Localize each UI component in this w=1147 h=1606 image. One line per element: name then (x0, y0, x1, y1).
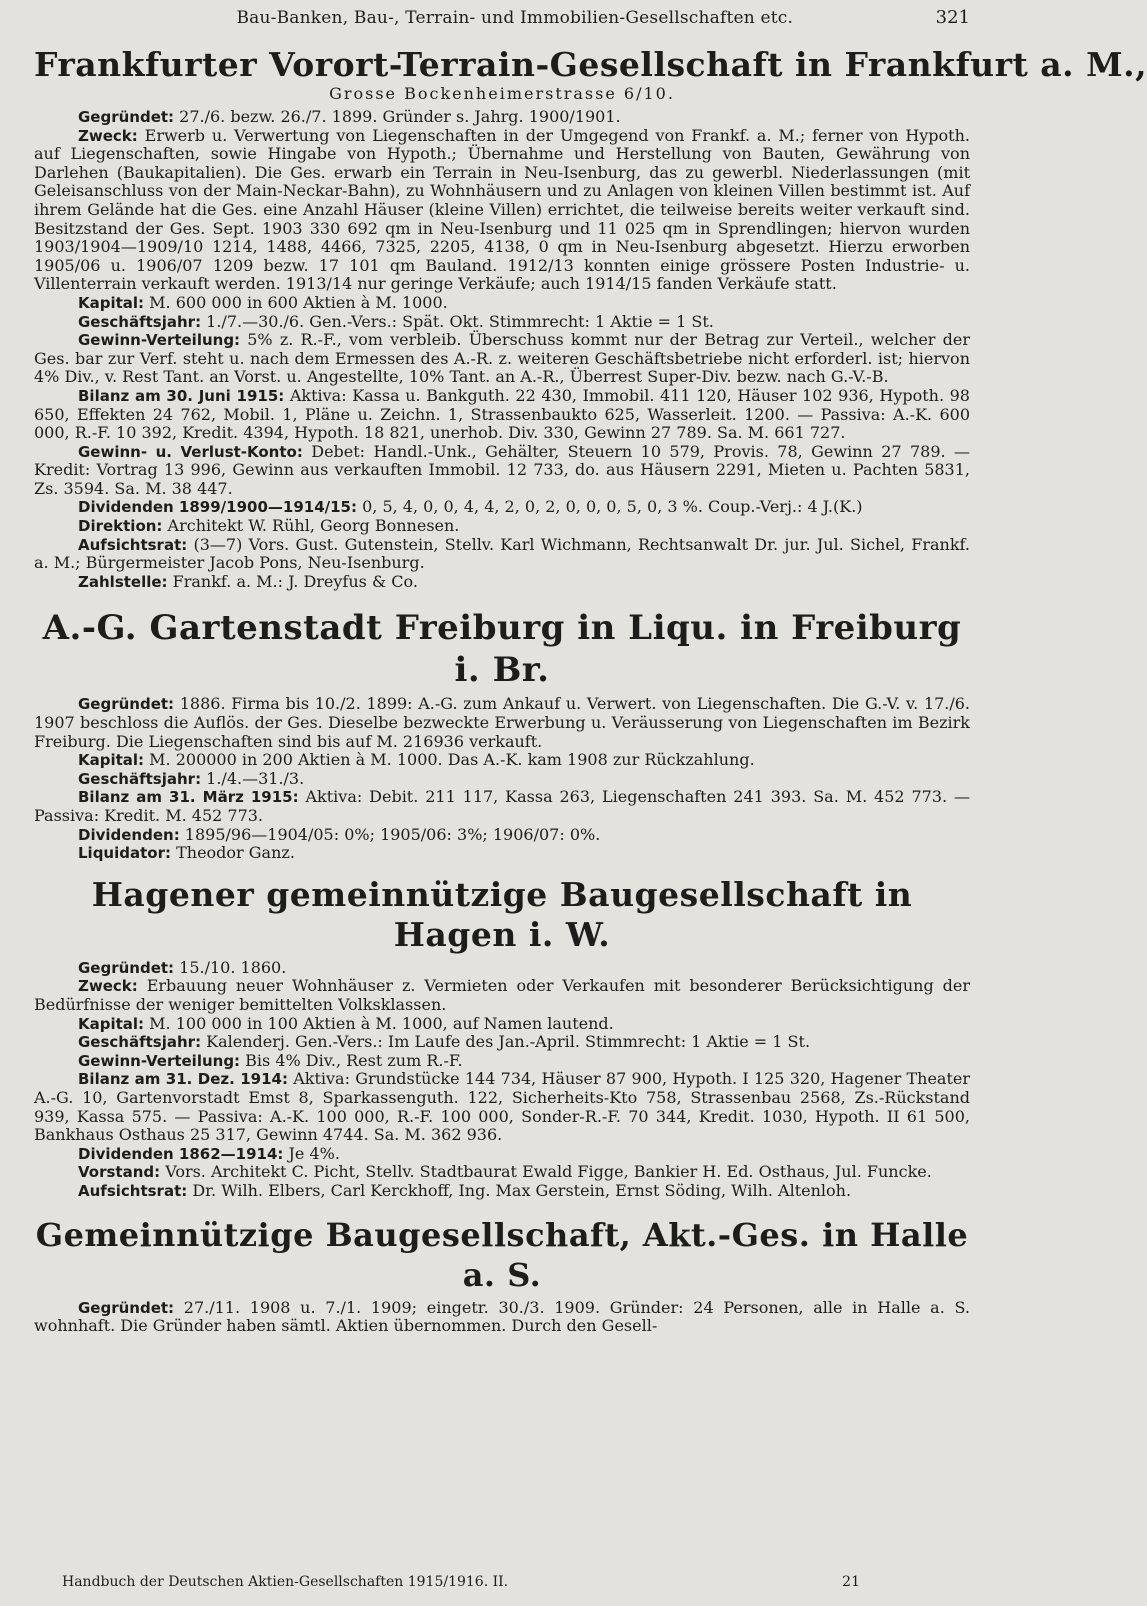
paragraph-bilanz: Bilanz am 31. Dez. 1914: Aktiva: Grundstücke 144 734, Häuser 87 900, Hypoth. I 125 320, Hagener Theater A.-G. 10, Gartenvorstadt Emst 8, Sparkassenguth. 122, Sicherheits-Kto 758, Strassenbau 2568, Zs.-Rückstand 939, Kassa 575. — Passiva: A.-K. 100 000, R.-F. 100 000, Sonder-R.-F. 70 344, Kredit. 1030, Hypoth. II 61 500, Bankhaus Osthaus 25 317, Gewinn 4744. Sa. M. 362 936. (34, 1069, 970, 1145)
paragraph-gegruendet: Gegründet: 27./6. bezw. 26./7. 1899. Gründer s. Jahrg. 1900/1901. (78, 107, 621, 126)
paragraph-liquidator: Liquidator: Theodor Ganz. (78, 843, 295, 863)
entry-hagener-baugesellschaft (34, 875, 970, 1201)
paragraph-dividenden: Dividenden 1862—1914: Je 4%. (78, 1143, 340, 1163)
paragraph-bilanz: Bilanz am 30. Juni 1915: Aktiva: Kassa u. Bankguth. 22 430, Immobil. 411 120, Häuser 102 936, Hypoth. 98 650, Effekten 24 762, Mobil. 1, Pläne u. Zeichn. 1, Strassenbaukto 625, Wasserleit. 1200. — Passiva: A.-K. 600 000, R.-F. 10 392, Kredit. 4394, Hypoth. 18 821, unerhob. Div. 330, Gewinn 27 789. Sa. M. 661 727. (34, 385, 970, 443)
paragraph-kapital: Kapital: M. 600 000 in 600 Aktien à M. 1000. (78, 292, 448, 312)
entry-address: Grosse Bockenheimerstrasse 6/10. (329, 84, 675, 103)
paragraph-gegruendet: Gegründet: 27./11. 1908 u. 7./1. 1909; eingetr. 30./3. 1909. Gründer: 24 Personen, alle in Halle a. S. wohnhaft. Die Gründer haben sämtl. Aktien übernommen. Durch den Gesell- (34, 1297, 970, 1336)
entry-body (34, 959, 970, 1201)
paragraph-geschaeftsjahr: Geschäftsjahr: Kalenderj. Gen.-Vers.: Im Laufe des Jan.-April. Stimmrecht: 1 Aktie = 1 St. (78, 1032, 811, 1052)
paragraph-geschaeftsjahr: Geschäftsjahr: 1./4.—31./3. (78, 768, 305, 788)
paragraph-zweck: Zweck: Erbauung neuer Wohnhäuser z. Vermieten oder Verkaufen mit besonderer Berücksichtigung der Bedürfnisse der weniger bemittelten Volksklassen. (34, 976, 970, 1014)
entry-title: Frankfurter Vorort-Terrain-Gesellschaft in Frankfurt a. M., (34, 45, 1147, 84)
running-header (34, 6, 970, 32)
page-number: 321 (935, 7, 970, 28)
paragraph-dividenden: Dividenden: 1895/96—1904/05: 0%; 1905/06: 3%; 1906/07: 0%. (78, 824, 601, 844)
entry-body (34, 695, 970, 862)
paragraph-gegruendet: Gegründet: 1886. Firma bis 10./2. 1899: A.-G. zum Ankauf u. Verwert. von Liegenschaften. Die G.-V. v. 17./6. 1907 beschloss die Auflös. der Ges. Dieselbe bezweckte Erwerbung u. Veräusserung von Liegenschaften im Bezirk Freiburg. Die Liegenschaften sind bis auf M. 216936 verkauft. (34, 694, 970, 751)
paragraph-gegruendet: Gegründet: 15./10. 1860. (78, 957, 287, 977)
paragraph-gewinn-verteilung: Gewinn-Verteilung: 5% z. R.-F., vom verbleib. Überschuss kommt nur der Betrag zur Verteil., welcher der Ges. bar zur Verf. steht u. nach dem Ermessen des A.-R. z. weiteren Geschäftsbetriebe nicht erforderl. ist; hiervon 4% Div., v. Rest Tant. an Vorst. u. Angestellte, 10% Tant. an A.-R., Überrest Super-Div. bezw. nach G.-V.-B. (34, 330, 970, 387)
paragraph-zahlstelle: Zahlstelle: Frankf. a. M.: J. Dreyfus & Co. (78, 571, 418, 591)
entry-body (34, 1299, 970, 1336)
footer-book-title: Handbuch der Deutschen Aktien-Gesellschaften 1915/1916. II. (62, 1574, 509, 1590)
paragraph-gewinn-verteilung: Gewinn-Verteilung: Bis 4% Div., Rest zum R.-F. (78, 1050, 463, 1070)
entry-frankfurter-vorort (34, 45, 1147, 591)
entry-gartenstadt-freiburg (34, 607, 970, 862)
paragraph-kapital: Kapital: M. 100 000 in 100 Aktien à M. 1000, auf Namen lautend. (78, 1013, 614, 1033)
entry-body (34, 108, 970, 591)
running-title: Bau-Banken, Bau-, Terrain- und Immobilien-Gesellschaften etc. (236, 8, 794, 28)
paragraph-geschaeftsjahr: Geschäftsjahr: 1./7.—30./6. Gen.-Vers.: Spät. Okt. Stimmrecht: 1 Aktie = 1 St. (78, 311, 714, 331)
paragraph-gewinn-verlust-konto: Gewinn- u. Verlust-Konto: Debet: Handl.-Unk., Gehälter, Steuern 10 579, Provis. 78, Gewinn 27 789. — Kredit: Vortrag 13 996, Gewinn aus verkauften Immobil. 12 733, do. aus Häusern 2291, Mieten u. Pachten 5831, Zs. 3594. Sa. M. 38 447. (34, 441, 971, 498)
entry-title: A.-G. Gartenstadt Freiburg in Liqu. in Freiburg i. Br. (42, 608, 962, 691)
paragraph-aufsichtsrat: Aufsichtsrat: (3—7) Vors. Gust. Gutenstein, Stellv. Karl Wichmann, Rechtsanwalt Dr. jur. Jul. Sichel, Frankf. a. M.; Bürgermeister Jacob Pons, Neu-Isenburg. (34, 534, 970, 573)
page-footer (62, 1574, 860, 1590)
paragraph-kapital: Kapital: M. 200000 in 200 Aktien à M. 1000. Das A.-K. kam 1908 zur Rückzahlung. (78, 750, 755, 770)
paragraph-bilanz: Bilanz am 31. März 1915: Aktiva: Debit. 211 117, Kassa 263, Liegenschaften 241 393. Sa. M. 452 773. — Passiva: Kredit. M. 452 773. (34, 787, 970, 825)
paragraph-direktion: Direktion: Architekt W. Rühl, Georg Bonnesen. (78, 516, 460, 536)
footer-signature: 21 (842, 1574, 860, 1590)
paragraph-aufsichtsrat: Aufsichtsrat: Dr. Wilh. Elbers, Carl Kerckhoff, Ing. Max Gerstein, Ernst Söding, Wilh. Altenloh. (78, 1180, 852, 1200)
paragraph-vorstand: Vorstand: Vors. Architekt C. Picht, Stellv. Stadtbaurat Ewald Figge, Bankier H. Ed. Osthaus, Jul. Funcke. (78, 1162, 932, 1182)
paragraph-dividenden: Dividenden 1899/1900—1914/15: 0, 5, 4, 0, 0, 4, 4, 2, 0, 2, 0, 0, 0, 5, 0, 3 %. Coup.-Verj.: 4 J.(K.) (78, 497, 863, 517)
entry-gemeinnuetzige-halle (34, 1215, 970, 1336)
paragraph-zweck: Zweck: Erwerb u. Verwertung von Liegenschaften in der Umgegend von Frankf. a. M.; ferner von Hypoth. auf Liegenschaften, sowie Hingabe von Hypoth.; Übernahme und Herstellung von Bauten, Gewährung von Darlehen (Baukapitalien). Die Ges. erwarb ein Terrain in Neu-Isenburg, das zu gewerbl. Niederlassungen (mit Geleisanschluss von der Main-Neckar-Bahn), zu Wohnhäusern und zu Anlagen von kleinen Villen bestimmt ist. Auf ihrem Gelände hat die Ges. eine Anzahl Häuser (kleine Villen) errichtet, die teilweise bereits weiter verkauft sind. Besitzstand der Ges. Sept. 1903 330 692 qm in Neu-Isenburg und 11 025 qm in Sprendlingen; hiervon wurden 1903/1904—1909/10 1214, 1488, 4466, 7325, 2205, 4138, 0 qm in Neu-Isenburg abgesetzt. Hierzu erworben 1905/06 u. 1906/07 1209 bezw. 17 101 qm Bauland. 1912/13 konnten einige grössere Posten Industrie- u. Villenterrain verkauft werden. 1913/14 nur geringe Verkäufe; auch 1914/15 fanden Verkäufe statt. (34, 125, 970, 294)
entry-title: Gemeinnützige Baugesellschaft, Akt.-Ges. in Halle a. S. (35, 1215, 969, 1294)
entry-title: Hagener gemeinnützige Baugesellschaft in Hagen i. W. (91, 874, 913, 954)
